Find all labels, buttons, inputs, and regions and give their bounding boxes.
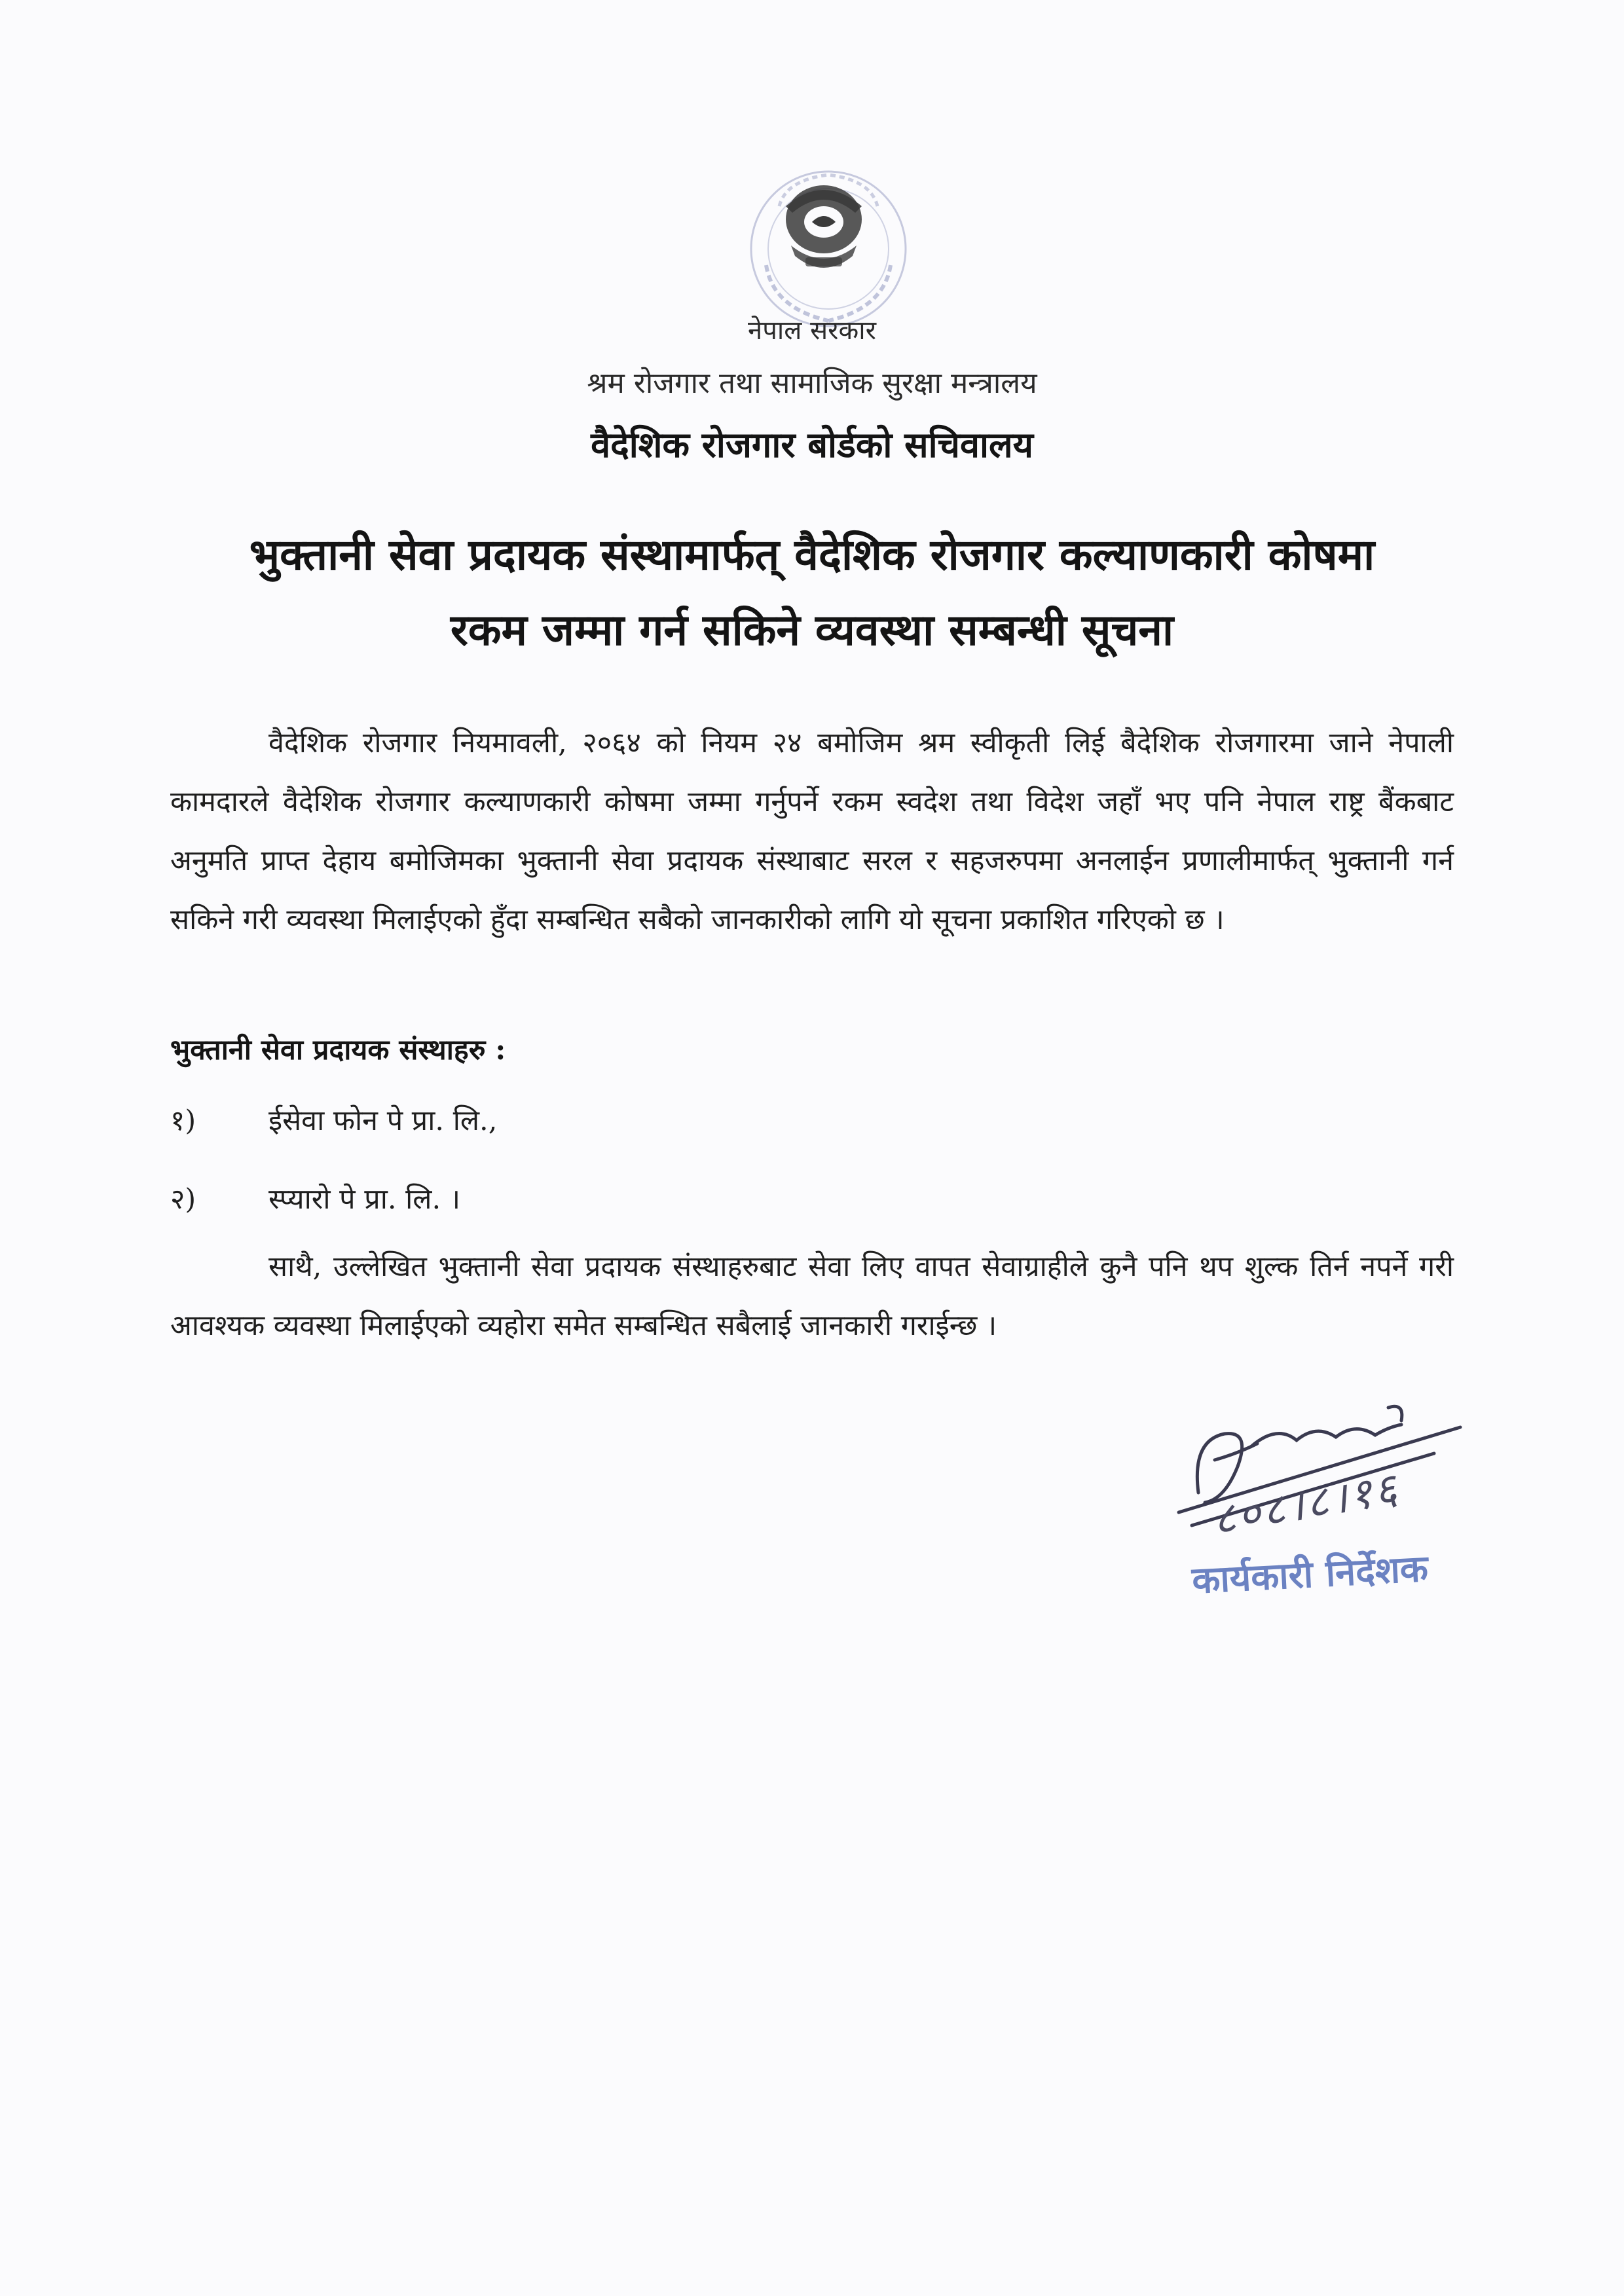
notice-paragraph-2: साथै, उल्लेखित भुक्तानी सेवा प्रदायक संस्थाहरुबाट सेवा लिए वापत सेवाग्राहीले कुनै पनि थप शुल्क तिर्न नपर्ने गरी आवश्यक व्यवस्था मिलाईएको व्यहोरा समेत सम्बन्धित सबैलाई जानकारी गराईन्छ । (170, 1250, 1454, 1342)
notice-title-line-1: भुक्तानी सेवा प्रदायक संस्थामार्फत् वैदेशिक रोजगार कल्याणकारी कोषमा (249, 529, 1375, 580)
ministry-name: श्रम रोजगार तथा सामाजिक सुरक्षा मन्त्रालय (587, 367, 1037, 400)
provider-number: २) (170, 1183, 196, 1216)
board-secretariat-name: वैदेशिक रोजगार बोर्डको सचिवालय (591, 424, 1033, 465)
provider-number: १) (170, 1104, 196, 1137)
signature-date: ८०८।८।१६ (1208, 1463, 1403, 1546)
designation-stamp: कार्यकारी निर्देशक (1190, 1546, 1430, 1603)
provider-name: स्प्यारो पे प्रा. लि. । (268, 1183, 461, 1216)
government-name: नेपाल सरकार (748, 316, 876, 346)
signature-icon (1153, 1362, 1467, 1571)
providers-heading: भुक्तानी सेवा प्रदायक संस्थाहरु : (170, 1034, 506, 1066)
notice-title-line-2: रकम जम्मा गर्न सकिने व्यवस्था सम्बन्धी सूचना (450, 604, 1174, 655)
provider-list-item (170, 1178, 460, 1217)
provider-name: ईसेवा फोन पे प्रा. लि., (268, 1104, 498, 1137)
notice-paragraph-1: वैदेशिक रोजगार नियमावली, २०६४ को नियम २४ बमोजिम श्रम स्वीकृती लिई बैदेशिक रोजगारमा जाने नेपाली कामदारले वैदेशिक रोजगार कल्याणकारी कोषमा जम्मा गर्नुपर्ने रकम स्वदेश तथा विदेश जहाँ भए पनि नेपाल राष्ट्र बैंकबाट अनुमति प्राप्त देहाय बमोजिमका भुक्तानी सेवा प्रदायक संस्थाबाट सरल र सहजरुपमा अनलाईन प्रणालीमार्फत् भुक्तानी गर्न सकिने गरी व्यवस्था मिलाईएको हुँदा सम्बन्धित सबैको जानकारीको लागि यो सूचना प्रकाशित गरिएको छ । (170, 727, 1454, 936)
provider-list-item (170, 1100, 497, 1139)
